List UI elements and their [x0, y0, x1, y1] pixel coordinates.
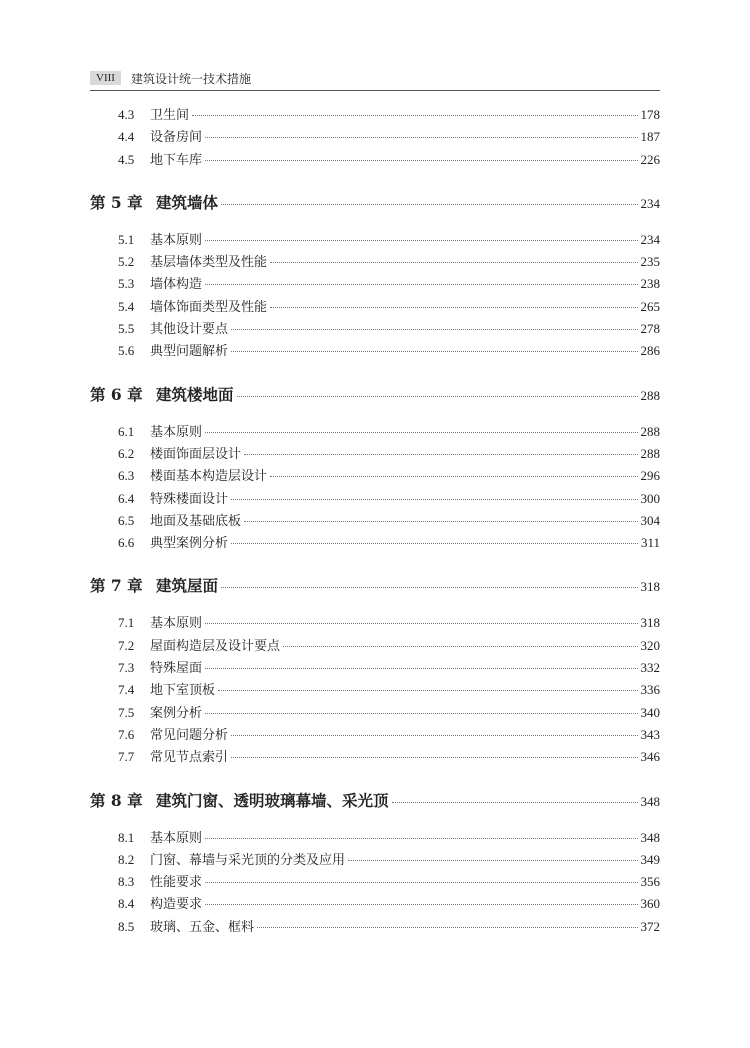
toc-entry-number: 7.7: [118, 749, 135, 765]
toc-entry-page: 234: [640, 195, 660, 211]
toc-entry-page: 348: [640, 829, 660, 845]
toc-section-entry: [90, 273, 660, 295]
toc-section-entry: [90, 488, 660, 510]
dot-leader: [218, 689, 637, 691]
toc-section-entry: [90, 318, 660, 340]
toc-entry-page: 349: [640, 851, 660, 867]
toc-entry-number: 5.6: [118, 343, 135, 359]
dot-leader: [205, 622, 637, 624]
toc-entry-title: 常见节点索引: [150, 750, 229, 766]
toc-section-entry: [90, 532, 660, 554]
toc-entry-page: 226: [640, 151, 660, 167]
dot-leader: [231, 734, 637, 736]
dot-leader: [205, 667, 637, 669]
toc-entry-number: 第 6 章: [90, 384, 143, 404]
toc-section-entry: [90, 746, 660, 768]
toc-entry-page: 372: [640, 918, 660, 934]
toc-entry-title: 基本原则: [150, 830, 203, 846]
toc-entry-number: 4.5: [118, 151, 135, 167]
dot-leader: [221, 586, 637, 588]
dot-leader: [270, 306, 637, 308]
toc-entry-number: 4.3: [118, 107, 135, 122]
toc-section-entry: [90, 443, 660, 465]
toc-entry-number: 7.3: [118, 660, 135, 676]
toc-section-entry: [90, 827, 660, 849]
toc-entry-page: 346: [640, 749, 660, 765]
toc-entry-title: 玻璃、五金、框料: [150, 919, 255, 935]
toc-section-entry: [90, 126, 660, 148]
toc-entry-title: 墙体饰面类型及性能: [150, 299, 268, 315]
toc-entry-page: 265: [640, 298, 660, 314]
toc-section-entry: [90, 149, 660, 171]
toc-entry-number: 4.4: [118, 129, 135, 145]
dot-leader: [257, 926, 637, 928]
toc-entry-page: 278: [640, 321, 660, 337]
toc-section-entry: [90, 421, 660, 443]
toc-section-entry: [90, 340, 660, 362]
toc-entry-title: 基本原则: [150, 232, 203, 248]
toc-entry-title: 性能要求: [150, 875, 203, 891]
toc-entry-number: 8.3: [118, 874, 135, 890]
dot-leader: [205, 712, 637, 714]
dot-leader: [231, 350, 637, 352]
toc-entry-title: 典型问题解析: [150, 344, 229, 360]
toc-entry-number: 5.4: [118, 298, 135, 314]
dot-leader: [244, 520, 637, 522]
toc-entry-number: 5.1: [118, 231, 135, 247]
toc-entry-page: 288: [640, 423, 660, 439]
dot-leader: [205, 881, 637, 883]
toc-entry-number: 5.2: [118, 254, 135, 270]
toc-entry-page: 187: [640, 129, 660, 145]
toc-section-entry: [90, 296, 660, 318]
dot-leader: [205, 136, 637, 138]
dot-leader: [231, 498, 637, 500]
toc-entry-title: 建筑屋面: [156, 576, 219, 596]
toc-entry-page: 235: [640, 254, 660, 270]
toc-entry-page: 300: [640, 490, 660, 506]
toc-entry-number: 7.6: [118, 726, 135, 742]
toc-entry-page: 343: [640, 726, 660, 742]
dot-leader: [270, 261, 637, 263]
toc-entry-page: 311: [640, 535, 660, 551]
toc-entry-number: 6.4: [118, 490, 135, 506]
toc-entry-number: 8.1: [118, 829, 135, 845]
toc-entry-title: 特殊屋面: [150, 661, 203, 677]
dot-leader: [205, 283, 637, 285]
toc-entry-number: 5.3: [118, 276, 135, 292]
dot-leader: [392, 801, 638, 803]
toc-entry-title: 其他设计要点: [150, 322, 229, 338]
toc-section-entry: [90, 635, 660, 657]
toc-section-entry: [90, 871, 660, 893]
dot-leader: [192, 114, 637, 116]
toc-chapter-entry: [90, 574, 660, 596]
toc-entry-page: 304: [640, 512, 660, 528]
toc-entry-title: 楼面饰面层设计: [150, 446, 242, 462]
toc-entry-page: 288: [640, 445, 660, 461]
toc-entry-page: 178: [640, 107, 660, 122]
toc-section-entry: [90, 251, 660, 273]
toc-entry-page: 356: [640, 874, 660, 890]
page-number-roman: VIII: [90, 71, 121, 85]
toc-entry-number: 6.1: [118, 423, 135, 439]
toc-entry-number: 7.2: [118, 637, 135, 653]
toc-entry-title: 特殊楼面设计: [150, 491, 229, 507]
toc-section-entry: [90, 724, 660, 746]
toc-entry-page: 320: [640, 637, 660, 653]
toc-entry-number: 6.6: [118, 535, 135, 551]
dot-leader: [205, 903, 637, 905]
dot-leader: [348, 859, 637, 861]
toc-entry-title: 案例分析: [150, 705, 203, 721]
toc-section-entry: [90, 510, 660, 532]
toc-section-entry: [90, 702, 660, 724]
dot-leader: [205, 431, 637, 433]
toc-section-entry: [90, 465, 660, 487]
toc-entry-page: 332: [640, 660, 660, 676]
toc-entry-page: 360: [640, 896, 660, 912]
toc-entry-title: 地下室顶板: [150, 683, 216, 699]
toc-section-entry: [90, 679, 660, 701]
toc-entry-page: 234: [640, 231, 660, 247]
toc-entry-title: 卫生间: [150, 108, 190, 123]
toc-entry-number: 7.1: [118, 615, 135, 631]
toc-entry-title: 基层墙体类型及性能: [150, 255, 268, 271]
toc-entry-title: 建筑门窗、透明玻璃幕墙、采光顶: [156, 790, 389, 810]
toc-section-entry: [90, 612, 660, 634]
toc-entry-number: 7.4: [118, 682, 135, 698]
toc-chapter-entry: [90, 789, 660, 811]
toc-entry-number: 8.2: [118, 851, 135, 867]
dot-leader: [270, 475, 637, 477]
toc-entry-title: 构造要求: [150, 897, 203, 913]
dot-leader: [221, 203, 637, 205]
toc-entry-title: 门窗、幕墙与采光顶的分类及应用: [150, 852, 346, 868]
toc-entry-number: 6.3: [118, 468, 135, 484]
toc-entry-number: 8.5: [118, 918, 135, 934]
dot-leader: [231, 756, 637, 758]
dot-leader: [205, 159, 637, 161]
toc-entry-page: 318: [640, 579, 660, 595]
toc-chapter-entry: [90, 191, 660, 213]
toc-entry-title: 地面及基础底板: [150, 513, 242, 529]
toc-entry-title: 建筑墙体: [156, 192, 219, 212]
toc-entry-title: 基本原则: [150, 424, 203, 440]
toc-entry-title: 设备房间: [150, 130, 203, 146]
toc-entry-title: 地下车库: [150, 152, 203, 168]
toc-entry-number: 第 5 章: [90, 192, 143, 212]
toc-entry-number: 7.5: [118, 704, 135, 720]
dot-leader: [231, 328, 637, 330]
toc-entry-number: 5.5: [118, 321, 135, 337]
toc-entry-title: 基本原则: [150, 616, 203, 632]
toc-section-entry: [90, 893, 660, 915]
toc-entry-number: 6.5: [118, 512, 135, 528]
toc-section-entry: [90, 104, 660, 126]
toc-section-entry: [90, 849, 660, 871]
toc-section-entry: [90, 229, 660, 251]
toc-entry-page: 296: [640, 468, 660, 484]
toc-entry-title: 常见问题分析: [150, 727, 229, 743]
toc-entry-number: 第 8 章: [90, 790, 143, 810]
running-header: [90, 66, 660, 91]
toc-chapter-entry: [90, 383, 660, 405]
toc-entry-page: 288: [640, 387, 660, 403]
toc-entry-page: 286: [640, 343, 660, 359]
dot-leader: [205, 837, 637, 839]
toc-entry-page: 340: [640, 704, 660, 720]
toc-entry-number: 6.2: [118, 445, 135, 461]
toc-entry-number: 8.4: [118, 896, 135, 912]
toc-entry-title: 墙体构造: [150, 277, 203, 293]
table-of-contents: [90, 104, 660, 938]
toc-entry-title: 楼面基本构造层设计: [150, 469, 268, 485]
toc-section-entry: [90, 657, 660, 679]
toc-entry-page: 318: [640, 615, 660, 631]
toc-entry-title: 建筑楼地面: [156, 384, 234, 404]
dot-leader: [244, 453, 637, 455]
dot-leader: [237, 395, 638, 397]
toc-entry-title: 典型案例分析: [150, 536, 229, 552]
book-title: 建筑设计统一技术措施: [130, 71, 251, 86]
toc-entry-title: 屋面构造层及设计要点: [150, 638, 281, 654]
dot-leader: [205, 239, 637, 241]
toc-entry-page: 348: [640, 793, 660, 809]
dot-leader: [283, 645, 637, 647]
toc-section-entry: [90, 916, 660, 938]
toc-entry-number: 第 7 章: [90, 576, 143, 596]
dot-leader: [231, 542, 638, 544]
toc-entry-page: 336: [640, 682, 660, 698]
toc-entry-page: 238: [640, 276, 660, 292]
